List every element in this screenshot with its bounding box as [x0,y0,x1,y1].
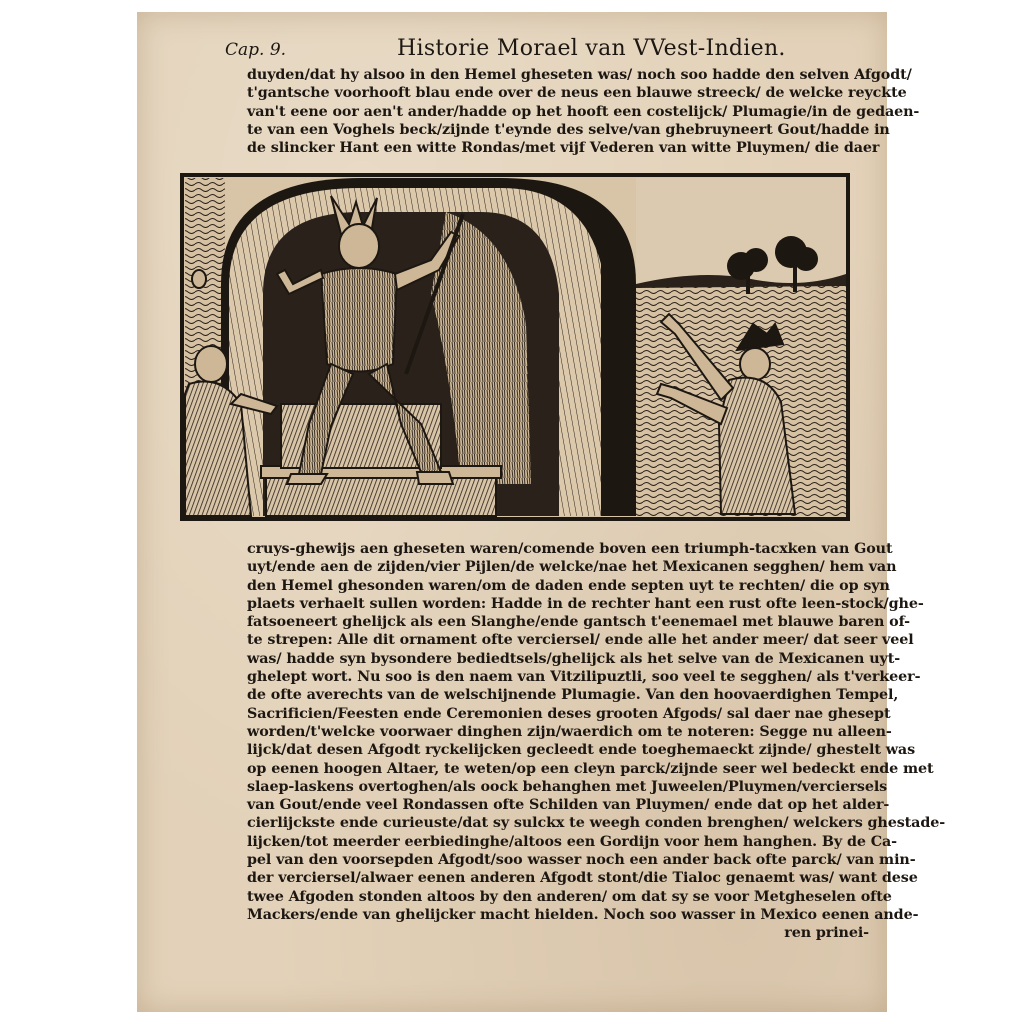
text-line: de slincker Hant een witte Rondas/met vijf Vederen van witte Pluymen/ die daer [247,140,880,157]
text-line: de ofte averechts van de welschijnende Plumagie. Van den hoovaerdighen Tempel, [247,687,899,704]
text-line: duyden/dat hy alsoo in den Hemel gheseten was/ noch soo hadde den selven Afgodt/ [247,67,912,83]
text-block-bottom [247,540,946,943]
running-title: Historie Morael van VVest-Indien. [397,36,786,61]
text-line: was/ hadde syn bysondere bediedtsels/ghelijck als het selve van de Mexicanen uyt- [247,650,901,667]
text-line: Sacrificien/Feesten ende Ceremonien deses grooten Afgods/ sal daer nae ghesept [247,705,891,722]
text-line: plaets verhaelt sullen worden: Hadde in de rechter hant een rust ofte leen-stock/ghe- [247,595,924,612]
text-line: slaep-laskens overtoghen/als oock behanghen met Juweelen/Pluymen/verciersels [247,778,888,795]
text-line: van Gout/ende veel Rondassen ofte Schilden van Pluymen/ ende dat op het alder- [247,797,890,814]
text-line: te strepen: Alle dit ornament ofte verciersel/ ende alle het ander meer/ dat seer veel [247,632,914,649]
text-line: cierlijckste ende curieuste/dat sy sulckx te weegh conden brenghen/ welckers ghestade- [247,815,946,832]
catchword: ren prinei- [784,925,869,942]
text-line: Mackers/ende van ghelijcker macht hielden. Noch soo wasser in Mexico eenen ande- [247,906,919,923]
text-line: twee Afgoden stonden altoos by den anderen/ om dat sy se voor Metgheselen ofte [247,888,892,905]
text-line: fatsoeneert ghelijck als een Slanghe/ende gantsch t'eenemael met blauwe baren of- [247,614,910,631]
text-line: den Hemel ghesonden waren/om de daden ende septen uyt te rechten/ die op syn [247,577,890,594]
text-line: uyt/ende aen de zijden/vier Pijlen/de welcke/nae het Mexicanen segghen/ hem van [247,559,897,576]
text-line: pel van den voorsepden Afgodt/soo wasser noch een ander back ofte parck/ van min- [247,852,916,869]
book-page [137,12,946,1012]
running-header [225,34,865,64]
text-line: te van een Voghels beck/zijnde t'eynde des selve/van ghebruyneert Gout/hadde in [247,121,890,138]
text-line: cruys-ghewijs aen gheseten waren/comende boven een triumph-tacxken van Gout [247,541,893,557]
text-line: op eenen hoogen Altaer, te weten/op een cleyn parck/zijnde seer wel bedeckt ende met [247,760,934,777]
text-line: t'gantsche voorhooft blau ende over de neus een blauwe streeck/ de welcke reyckte [247,85,907,102]
chapter-label: Cap. 9. [225,40,287,60]
text-line: lijck/dat desen Afgodt ryckelijcken gecleedt ende toeghemaeckt zijnde/ ghestelt was [247,742,916,759]
woodcut-illustration [181,174,849,520]
text-line: ghelept wort. Nu soo is den naem van Vitzilipuztli, soo veel te segghen/ als t'verkeer- [247,669,921,686]
text-line: der verciersel/alwaer eenen anderen Afgodt stont/die Tialoc genaemt was/ want dese [247,870,918,887]
text-line: van't eene oor aen't ander/hadde op het hooft een costelijck/ Plumagie/in de gedaen- [247,103,920,120]
text-line: worden/t'welcke voorwaer dinghen zijn/waerdich om te noteren: Segge nu alleen- [247,723,892,740]
text-block-top [247,66,920,157]
text-line: lijcken/tot meerder eerbiedinghe/altoos een Gordijn voor hem hanghen. By de Ca- [247,833,898,850]
